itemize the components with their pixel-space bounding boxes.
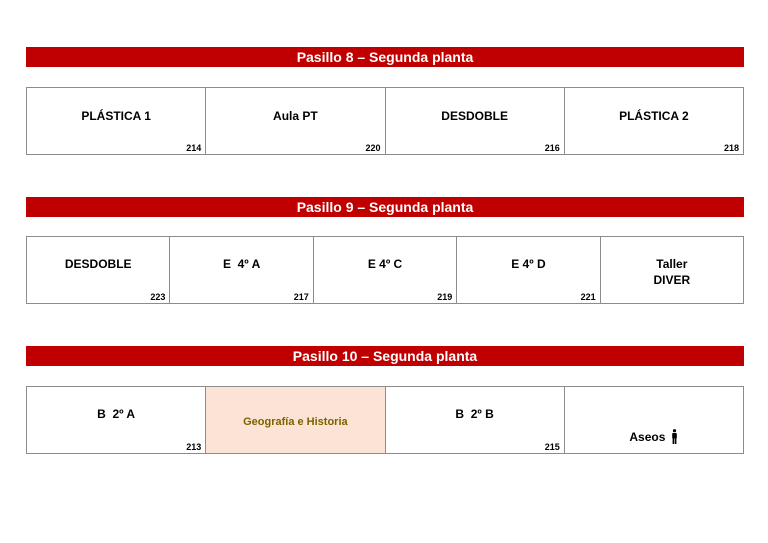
corridor-9-title: Pasillo 9 – Segunda planta [26, 197, 744, 217]
room-name: Aseos [629, 430, 666, 444]
room-number: 223 [150, 292, 166, 302]
room-number: 221 [580, 292, 596, 302]
room-number: 215 [544, 442, 560, 452]
room-e-4d [456, 237, 599, 303]
person-icon [671, 429, 678, 444]
room-plastica-1 [27, 88, 205, 154]
room-name: PLÁSTICA 1 [81, 109, 151, 123]
room-number: 217 [293, 292, 309, 302]
corridor-10-rooms [26, 386, 744, 454]
room-name: PLÁSTICA 2 [619, 109, 689, 123]
corridor-8-rooms [26, 87, 744, 155]
room-b-2a [27, 387, 205, 453]
department-name: Geografía e Historia [243, 416, 348, 428]
room-name: Taller DIVER [653, 257, 691, 287]
room-desdoble [385, 88, 564, 154]
department-geografia-historia [205, 387, 384, 453]
room-desdoble [27, 237, 169, 303]
room-aseos [564, 387, 743, 453]
room-number: 218 [723, 143, 739, 153]
corridor-10-title: Pasillo 10 – Segunda planta [26, 346, 744, 366]
corridor-9-rooms [26, 236, 744, 304]
room-number: 219 [437, 292, 453, 302]
corridor-8-title: Pasillo 8 – Segunda planta [26, 47, 744, 67]
room-number: 216 [544, 143, 560, 153]
room-e-4a [169, 237, 312, 303]
room-name: B 2º A [97, 407, 136, 421]
room-aula-pt [205, 88, 384, 154]
room-name: E 4º A [222, 257, 261, 271]
room-e-4c [313, 237, 456, 303]
room-name: DESDOBLE [441, 109, 508, 123]
room-name: Aula PT [273, 109, 318, 123]
room-name: E 4º D [511, 257, 546, 271]
room-taller-diver [600, 237, 743, 303]
room-plastica-2 [564, 88, 743, 154]
room-number: 213 [186, 442, 202, 452]
room-number: 214 [186, 143, 202, 153]
room-number: 220 [365, 143, 381, 153]
room-name: E 4º C [367, 257, 403, 271]
room-aseos-label-wrap [565, 413, 743, 445]
room-b-2b [385, 387, 564, 453]
room-name: DESDOBLE [64, 257, 132, 271]
room-name: B 2º B [455, 407, 494, 421]
